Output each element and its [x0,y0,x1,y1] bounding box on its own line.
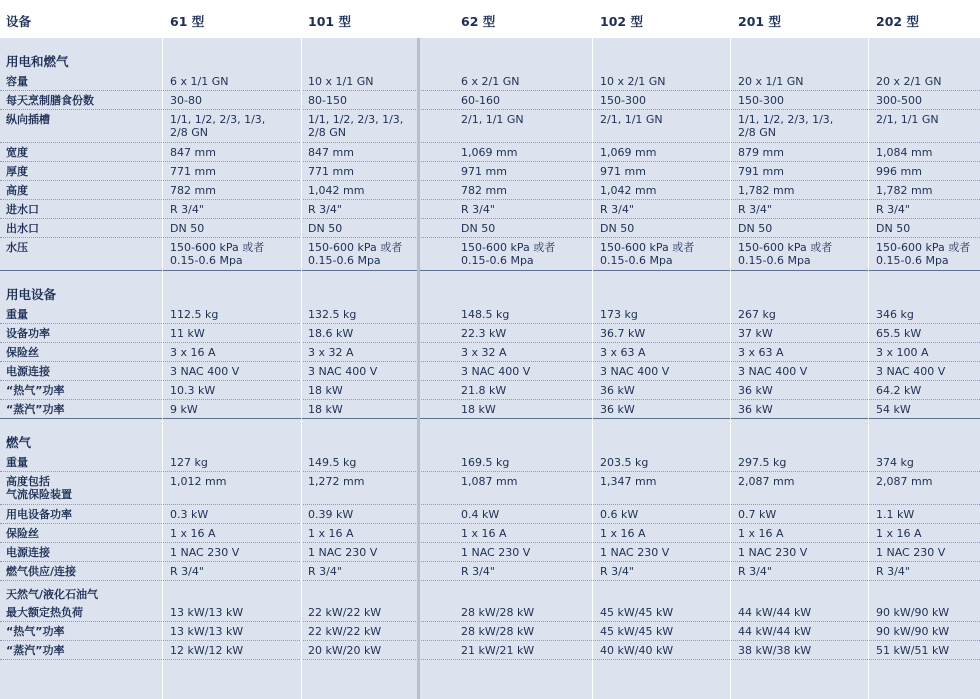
cell-value: 1,782 mm [876,184,933,197]
cell-value: 1 NAC 230 V [308,546,378,559]
model-header-101: 101 型 [308,14,351,29]
cell-value: 150-600 kPa 或者 0.15-0.6 Mpa [308,241,403,267]
cell-value: 9 kW [170,403,198,416]
cell-value: 1/1, 1/2, 2/3, 1/3, 2/8 GN [308,113,404,139]
row-label: “热气”功率 [6,384,65,397]
row-label: “蒸汽”功率 [6,644,65,657]
table-row [0,181,980,200]
cell-value: 22 kW/22 kW [308,606,382,619]
model-header-62: 62 型 [461,14,496,29]
row-label: 最大额定热负荷 [6,606,83,619]
cell-value: 1,042 mm [308,184,365,197]
cell-value: DN 50 [738,222,773,235]
cell-value: 169.5 kg [461,456,510,469]
cell-value: 40 kW/40 kW [600,644,674,657]
table-row [0,343,980,362]
row-label: 设备功率 [6,327,50,340]
cell-value: 1,272 mm [308,475,365,488]
cell-value: 54 kW [876,403,911,416]
cell-value: 36 kW [600,384,635,397]
cell-value: 971 mm [600,165,646,178]
cell-value: 1 x 16 A [600,527,646,540]
cell-value: 64.2 kW [876,384,922,397]
cell-value: 0.4 kW [461,508,500,521]
cell-value: 45 kW/45 kW [600,606,674,619]
cell-value: 0.7 kW [738,508,777,521]
table-row [0,219,980,238]
cell-value: 1,087 mm [461,475,518,488]
cell-value: 0.39 kW [308,508,354,521]
row-label: 重量 [6,456,28,469]
cell-value: 3 NAC 400 V [738,365,808,378]
cell-value: 3 NAC 400 V [308,365,378,378]
model-header-202: 202 型 [876,14,919,29]
table-row [0,472,980,505]
cell-value: R 3/4" [170,565,204,578]
cell-value: 150-300 [738,94,784,107]
cell-value: 18 kW [308,403,343,416]
cell-value: 22 kW/22 kW [308,625,382,638]
cell-value: 3 x 32 A [461,346,507,359]
cell-value: 771 mm [170,165,216,178]
table-row [0,622,980,641]
row-label: 宽度 [6,146,28,159]
cell-value: 13 kW/13 kW [170,625,244,638]
cell-value: R 3/4" [876,565,910,578]
table-row [0,400,980,419]
cell-value: 374 kg [876,456,914,469]
row-label: 重量 [6,308,28,321]
cell-value: 1,347 mm [600,475,657,488]
cell-value: 127 kg [170,456,208,469]
cell-value: 132.5 kg [308,308,357,321]
cell-value: 150-600 kPa 或者 0.15-0.6 Mpa [461,241,556,267]
cell-value: 6 x 2/1 GN [461,75,520,88]
cell-value: 150-600 kPa 或者 0.15-0.6 Mpa [876,241,971,267]
cell-value: 44 kW/44 kW [738,625,812,638]
cell-value: 13 kW/13 kW [170,606,244,619]
cell-value: R 3/4" [461,565,495,578]
row-label: 高度 [6,184,28,197]
table-row [0,162,980,181]
cell-value: 300-500 [876,94,922,107]
row-label: 用电设备功率 [6,508,72,521]
cell-value: 30-80 [170,94,202,107]
cell-value: 3 x 100 A [876,346,929,359]
section-subtitle: 天然气/液化石油气 [6,588,99,601]
cell-value: 1,069 mm [461,146,518,159]
table-row [0,305,980,324]
cell-value: 1 x 16 A [461,527,507,540]
cell-value: 1.1 kW [876,508,915,521]
section-title: 燃气 [6,435,32,450]
cell-value: 771 mm [308,165,354,178]
cell-value: 148.5 kg [461,308,510,321]
cell-value: R 3/4" [308,565,342,578]
cell-value: 1 x 16 A [170,527,216,540]
cell-value: 1,782 mm [738,184,795,197]
cell-value: 3 NAC 400 V [876,365,946,378]
cell-value: 847 mm [170,146,216,159]
cell-value: 0.3 kW [170,508,209,521]
cell-value: 37 kW [738,327,773,340]
cell-value: 150-600 kPa 或者 0.15-0.6 Mpa [170,241,265,267]
cell-value: 2/1, 1/1 GN [876,113,939,126]
cell-value: 60-160 [461,94,500,107]
table-row [0,562,980,581]
cell-value: 10 x 2/1 GN [600,75,666,88]
cell-value: 971 mm [461,165,507,178]
cell-value: 51 kW/51 kW [876,644,950,657]
cell-value: 1,084 mm [876,146,933,159]
cell-value: 2,087 mm [876,475,933,488]
cell-value: 1,042 mm [600,184,657,197]
cell-value: R 3/4" [738,565,772,578]
table-row [0,324,980,343]
cell-value: 3 x 63 A [600,346,646,359]
row-label: “热气”功率 [6,625,65,638]
cell-value: 10 x 1/1 GN [308,75,374,88]
table-body [0,38,980,699]
row-label: “蒸汽”功率 [6,403,65,416]
table-row [0,603,980,622]
cell-value: 1,069 mm [600,146,657,159]
cell-value: 1 NAC 230 V [170,546,240,559]
cell-value: 3 x 32 A [308,346,354,359]
cell-value: DN 50 [170,222,205,235]
cell-value: 20 x 1/1 GN [738,75,804,88]
cell-value: 11 kW [170,327,205,340]
cell-value: 3 NAC 400 V [600,365,670,378]
cell-value: 1 x 16 A [876,527,922,540]
row-label: 保险丝 [6,527,39,540]
device-column-header: 设备 [6,14,32,29]
row-label: 每天烹制膳食份数 [6,94,94,107]
column-divider-thick [417,38,420,699]
cell-value: 38 kW/38 kW [738,644,812,657]
cell-value: R 3/4" [308,203,342,216]
section-title: 用电和燃气 [6,54,69,69]
cell-value: 150-600 kPa 或者 0.15-0.6 Mpa [600,241,695,267]
cell-value: 18.6 kW [308,327,354,340]
row-label: 水压 [6,241,28,254]
cell-value: 297.5 kg [738,456,787,469]
column-divider [868,38,869,699]
table-row [0,505,980,524]
cell-value: DN 50 [308,222,343,235]
cell-value: 173 kg [600,308,638,321]
cell-value: R 3/4" [876,203,910,216]
column-divider [301,38,302,699]
column-divider [592,38,593,699]
table-row [0,641,980,660]
cell-value: 2/1, 1/1 GN [600,113,663,126]
cell-value: R 3/4" [461,203,495,216]
cell-value: 65.5 kW [876,327,922,340]
table-row [0,72,980,91]
cell-value: 18 kW [461,403,496,416]
cell-value: 1/1, 1/2, 2/3, 1/3, 2/8 GN [170,113,266,139]
cell-value: 36 kW [738,384,773,397]
cell-value: 150-600 kPa 或者 0.15-0.6 Mpa [738,241,833,267]
row-label: 电源连接 [6,546,50,559]
cell-value: 150-300 [600,94,646,107]
row-label: 保险丝 [6,346,39,359]
row-label: 容量 [6,75,28,88]
cell-value: 80-150 [308,94,347,107]
cell-value: 90 kW/90 kW [876,606,950,619]
cell-value: 1 NAC 230 V [600,546,670,559]
row-label: 进水口 [6,203,39,216]
cell-value: 879 mm [738,146,784,159]
table-row [0,524,980,543]
cell-value: 0.6 kW [600,508,639,521]
table-header [0,0,980,38]
column-divider [730,38,731,699]
table-row [0,543,980,562]
model-header-102: 102 型 [600,14,643,29]
table-row [0,110,980,143]
cell-value: 1/1, 1/2, 2/3, 1/3, 2/8 GN [738,113,834,139]
cell-value: 2/1, 1/1 GN [461,113,524,126]
table-row [0,200,980,219]
cell-value: 996 mm [876,165,922,178]
cell-value: 203.5 kg [600,456,649,469]
row-label: 燃气供应/连接 [6,565,77,578]
cell-value: 3 x 16 A [170,346,216,359]
table-row [0,238,980,271]
cell-value: 36.7 kW [600,327,646,340]
cell-value: 782 mm [170,184,216,197]
cell-value: DN 50 [461,222,496,235]
cell-value: 149.5 kg [308,456,357,469]
cell-value: 3 x 63 A [738,346,784,359]
cell-value: 3 NAC 400 V [170,365,240,378]
cell-value: 21.8 kW [461,384,507,397]
cell-value: 112.5 kg [170,308,219,321]
cell-value: 1 NAC 230 V [738,546,808,559]
table-row [0,143,980,162]
row-label: 电源连接 [6,365,50,378]
table-row [0,91,980,110]
cell-value: R 3/4" [738,203,772,216]
cell-value: 44 kW/44 kW [738,606,812,619]
cell-value: 1 NAC 230 V [461,546,531,559]
cell-value: 2,087 mm [738,475,795,488]
column-divider [162,38,163,699]
cell-value: 28 kW/28 kW [461,625,535,638]
model-header-201: 201 型 [738,14,781,29]
cell-value: 21 kW/21 kW [461,644,535,657]
cell-value: 36 kW [600,403,635,416]
row-label: 出水口 [6,222,39,235]
cell-value: 12 kW/12 kW [170,644,244,657]
cell-value: 18 kW [308,384,343,397]
cell-value: 346 kg [876,308,914,321]
model-header-61: 61 型 [170,14,205,29]
cell-value: 20 x 2/1 GN [876,75,942,88]
cell-value: 1 NAC 230 V [876,546,946,559]
cell-value: DN 50 [600,222,635,235]
row-label: 高度包括 气流保险装置 [6,475,72,501]
row-label: 纵向插槽 [6,113,50,126]
cell-value: R 3/4" [600,565,634,578]
cell-value: 90 kW/90 kW [876,625,950,638]
cell-value: 20 kW/20 kW [308,644,382,657]
cell-value: R 3/4" [600,203,634,216]
cell-value: 22.3 kW [461,327,507,340]
cell-value: 1 x 16 A [308,527,354,540]
table-row [0,362,980,381]
section-title: 用电设备 [6,287,57,302]
cell-value: 782 mm [461,184,507,197]
table-row [0,381,980,400]
cell-value: 267 kg [738,308,776,321]
cell-value: 847 mm [308,146,354,159]
cell-value: 3 NAC 400 V [461,365,531,378]
cell-value: 28 kW/28 kW [461,606,535,619]
cell-value: 1,012 mm [170,475,227,488]
row-label: 厚度 [6,165,28,178]
cell-value: 1 x 16 A [738,527,784,540]
cell-value: R 3/4" [170,203,204,216]
cell-value: 45 kW/45 kW [600,625,674,638]
cell-value: 36 kW [738,403,773,416]
table-row [0,453,980,472]
cell-value: 10.3 kW [170,384,216,397]
cell-value: 791 mm [738,165,784,178]
cell-value: DN 50 [876,222,911,235]
cell-value: 6 x 1/1 GN [170,75,229,88]
